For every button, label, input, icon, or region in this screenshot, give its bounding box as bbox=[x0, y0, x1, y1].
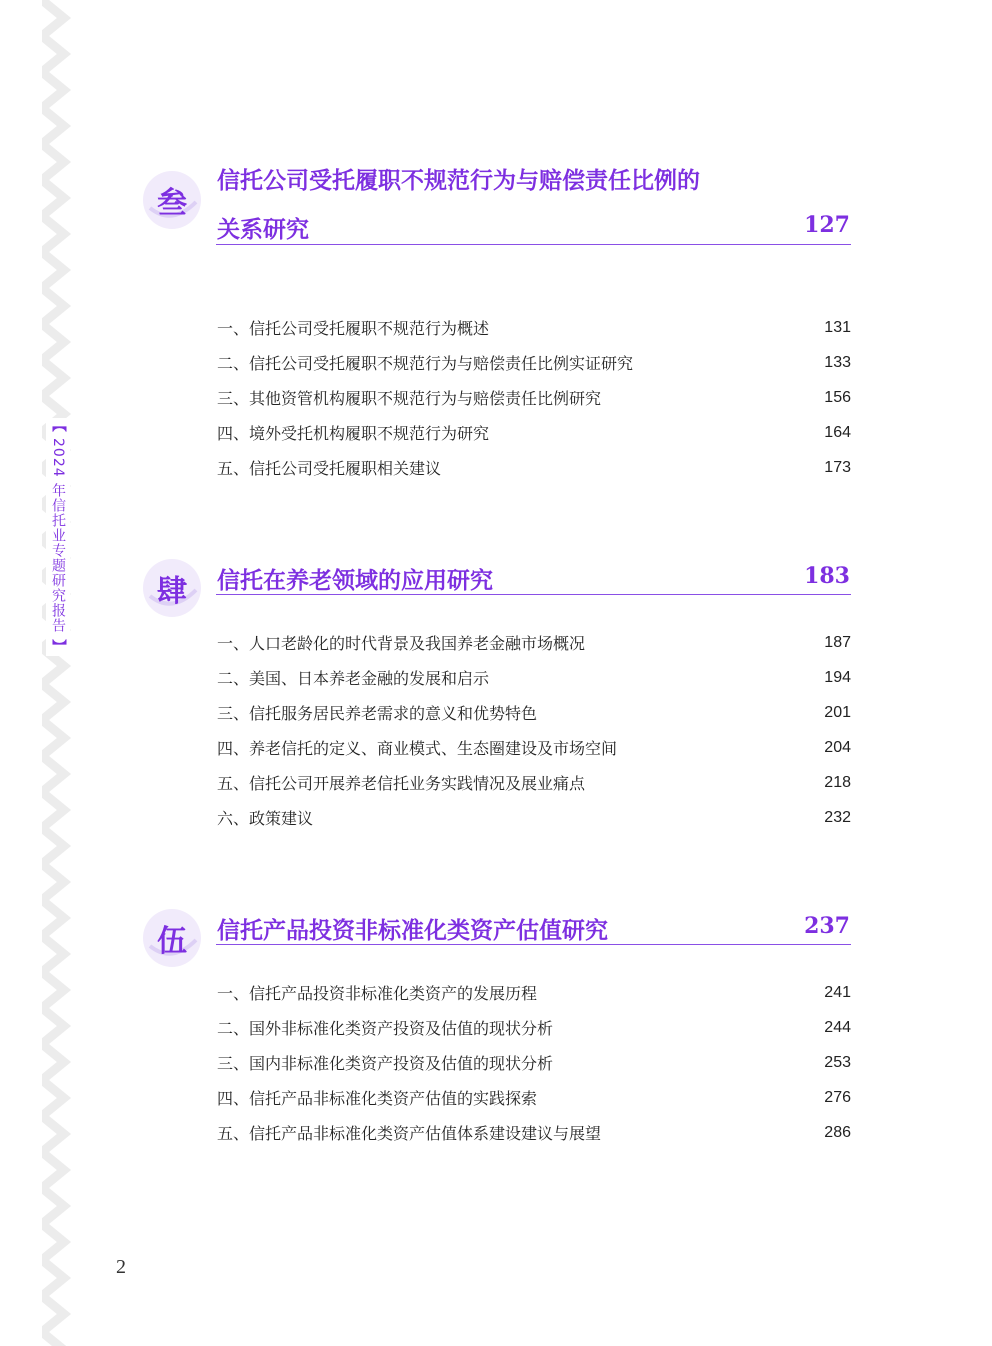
toc-item[interactable] bbox=[217, 1045, 851, 1080]
toc-item[interactable] bbox=[217, 800, 851, 835]
toc-item-label: 一、信托产品投资非标准化类资产的发展历程 bbox=[217, 984, 538, 1003]
toc-item[interactable] bbox=[217, 625, 851, 660]
toc-section-3 bbox=[140, 160, 852, 480]
toc-item-label: 五、信托产品非标准化类资产估值体系建设建议与展望 bbox=[217, 1124, 602, 1143]
toc-item-page: 241 bbox=[824, 983, 851, 1001]
toc-item-label: 三、信托服务居民养老需求的意义和优势特色 bbox=[217, 704, 538, 723]
toc-item-page: 253 bbox=[824, 1053, 851, 1071]
toc-item[interactable] bbox=[217, 695, 851, 730]
section-title[interactable]: 信托在养老领域的应用研究 bbox=[217, 567, 493, 594]
toc-item[interactable] bbox=[217, 660, 851, 695]
section-title[interactable]: 信托产品投资非标准化类资产估值研究 bbox=[217, 917, 608, 944]
section-title-line2[interactable]: 关系研究 bbox=[217, 216, 309, 243]
toc-item[interactable] bbox=[217, 975, 851, 1010]
toc-item-label: 二、国外非标准化类资产投资及估值的现状分析 bbox=[217, 1019, 554, 1038]
section-page[interactable]: 127 bbox=[804, 212, 850, 238]
toc-item-page: 286 bbox=[824, 1123, 851, 1141]
toc-item[interactable] bbox=[217, 310, 851, 345]
section-title-line1[interactable]: 信托公司受托履职不规范行为与赔偿责任比例的 bbox=[217, 167, 700, 194]
toc-item-label: 三、其他资管机构履职不规范行为与赔偿责任比例研究 bbox=[217, 389, 602, 408]
page-number: 2 bbox=[116, 1256, 126, 1278]
sidebar-title-text: 2024 年信托业专题研究报告 bbox=[50, 438, 66, 634]
section-rule bbox=[216, 944, 851, 945]
toc-item-label: 二、美国、日本养老金融的发展和启示 bbox=[217, 669, 490, 688]
bracket-icon: 】 bbox=[50, 639, 66, 654]
toc-items bbox=[217, 310, 851, 485]
toc-item-page: 244 bbox=[824, 1018, 851, 1036]
toc-item-page: 156 bbox=[824, 388, 851, 406]
section-rule bbox=[216, 594, 851, 595]
toc-item[interactable] bbox=[217, 1080, 851, 1115]
toc-item-page: 187 bbox=[824, 633, 851, 651]
toc-item-label: 五、信托公司开展养老信托业务实践情况及展业痛点 bbox=[217, 774, 586, 793]
toc-item-label: 四、信托产品非标准化类资产估值的实践探索 bbox=[217, 1089, 538, 1108]
section-page[interactable]: 237 bbox=[804, 913, 850, 939]
toc-item-page: 131 bbox=[824, 318, 851, 336]
toc-items bbox=[217, 975, 851, 1150]
toc-items bbox=[217, 625, 851, 835]
toc-item-page: 204 bbox=[824, 738, 851, 756]
toc-item-label: 一、人口老龄化的时代背景及我国养老金融市场概况 bbox=[217, 634, 586, 653]
toc-item-page: 276 bbox=[824, 1088, 851, 1106]
toc-item-label: 四、养老信托的定义、商业模式、生态圈建设及市场空间 bbox=[217, 739, 618, 758]
toc-item-page: 201 bbox=[824, 703, 851, 721]
toc-item[interactable] bbox=[217, 450, 851, 485]
toc-item-page: 194 bbox=[824, 668, 851, 686]
toc-item-label: 四、境外受托机构履职不规范行为研究 bbox=[217, 424, 490, 443]
toc-item-page: 173 bbox=[824, 458, 851, 476]
bracket-icon: 【 bbox=[50, 418, 66, 432]
section-badge-char: 肆 bbox=[157, 574, 187, 609]
toc-item-page: 218 bbox=[824, 773, 851, 791]
section-page[interactable]: 183 bbox=[804, 563, 850, 589]
toc-item[interactable] bbox=[217, 380, 851, 415]
toc-item[interactable] bbox=[217, 345, 851, 380]
toc-item-label: 六、政策建议 bbox=[217, 809, 314, 828]
toc-item-label: 五、信托公司受托履职相关建议 bbox=[217, 459, 442, 478]
toc-item-label: 二、信托公司受托履职不规范行为与赔偿责任比例实证研究 bbox=[217, 354, 634, 373]
toc-item[interactable] bbox=[217, 730, 851, 765]
section-badge-char: 叁 bbox=[157, 186, 187, 221]
toc-item-page: 133 bbox=[824, 353, 851, 371]
toc-section-4 bbox=[140, 556, 852, 836]
decorative-zigzag-band bbox=[42, 0, 72, 1346]
toc-item[interactable] bbox=[217, 415, 851, 450]
section-badge-char: 伍 bbox=[157, 924, 187, 959]
toc-item-page: 232 bbox=[824, 808, 851, 826]
toc-item-label: 一、信托公司受托履职不规范行为概述 bbox=[217, 319, 490, 338]
toc-item-page: 164 bbox=[824, 423, 851, 441]
sidebar-report-title bbox=[46, 418, 70, 656]
toc-item[interactable] bbox=[217, 1010, 851, 1045]
toc-item-label: 三、国内非标准化类资产投资及估值的现状分析 bbox=[217, 1054, 554, 1073]
toc-item[interactable] bbox=[217, 1115, 851, 1150]
section-rule bbox=[216, 244, 851, 245]
toc-item[interactable] bbox=[217, 765, 851, 800]
toc-section-5 bbox=[140, 906, 852, 1156]
